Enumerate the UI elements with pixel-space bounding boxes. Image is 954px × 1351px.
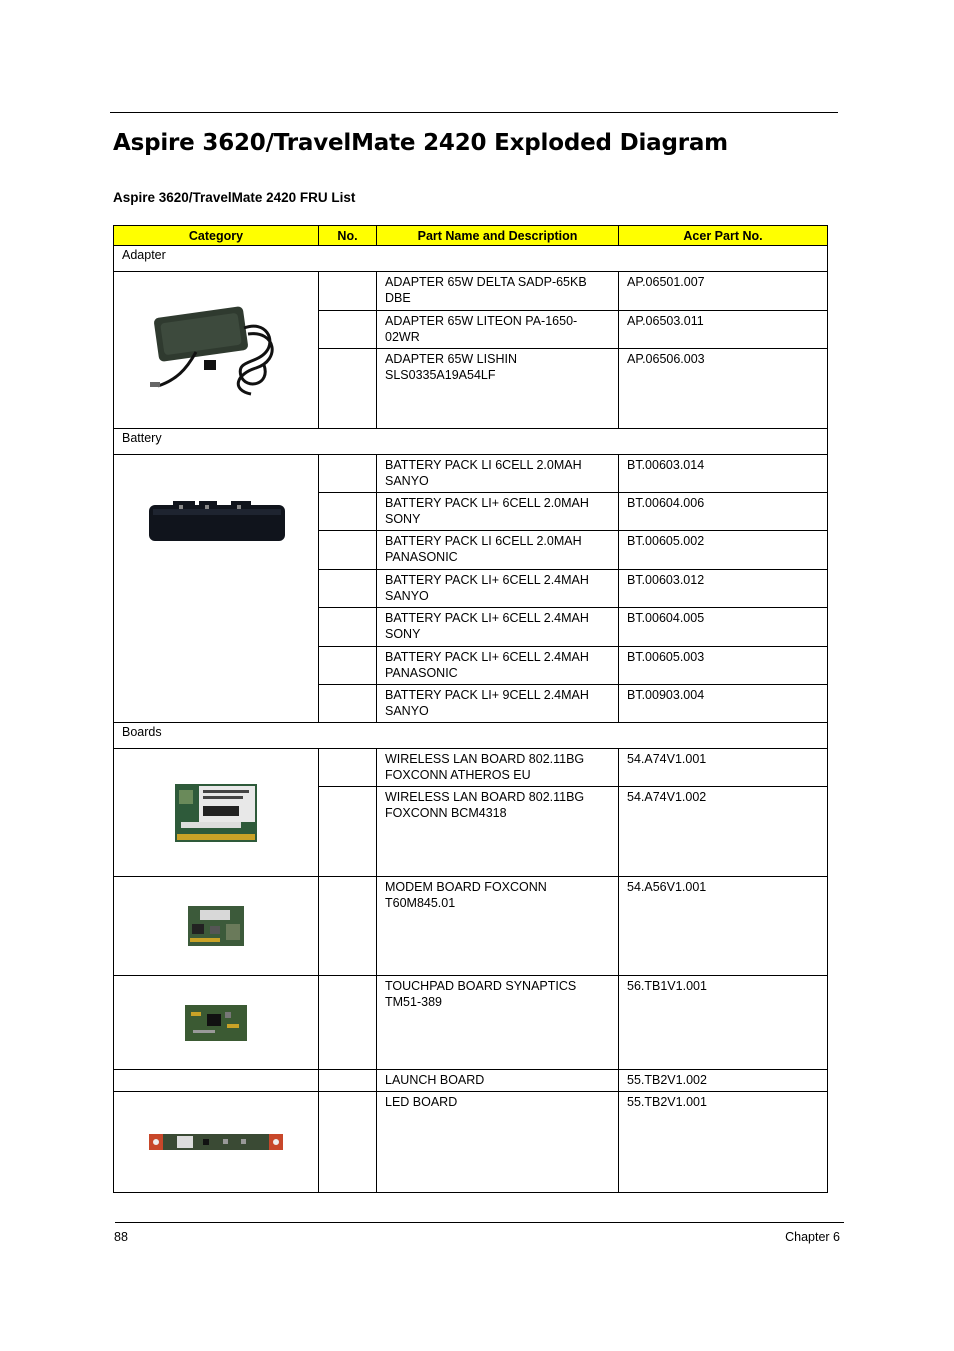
led-board-icon (149, 1130, 283, 1154)
part-description: ADAPTER 65W LISHIN SLS0335A19A54LF (377, 349, 619, 429)
wlan-board-icon (171, 778, 261, 848)
adapter-image-cell (114, 272, 319, 429)
part-number: BT.00605.003 (619, 647, 828, 685)
no-cell (319, 570, 377, 608)
category-row-battery (114, 429, 828, 455)
battery-icon (141, 483, 291, 563)
page-title: Aspire 3620/TravelMate 2420 Exploded Diagram (113, 130, 728, 156)
category-label-battery: Battery (114, 429, 828, 455)
category-row-adapter (114, 246, 828, 272)
power-adapter-icon (136, 290, 296, 410)
part-description: WIRELESS LAN BOARD 802.11BG FOXCONN BCM4318 (377, 787, 619, 877)
no-cell (319, 311, 377, 349)
part-description: BATTERY PACK LI+ 6CELL 2.0MAH SONY (377, 493, 619, 531)
no-cell (319, 976, 377, 1070)
part-description: BATTERY PACK LI+ 6CELL 2.4MAH SANYO (377, 570, 619, 608)
chapter-label: Chapter 6 (785, 1230, 840, 1244)
no-cell (319, 272, 377, 311)
part-number: 54.A74V1.001 (619, 749, 828, 787)
no-cell (319, 531, 377, 570)
category-row-boards (114, 723, 828, 749)
part-number: 55.TB2V1.001 (619, 1092, 828, 1193)
bottom-rule (115, 1222, 844, 1223)
wlan-board-image-cell (114, 749, 319, 877)
part-description: BATTERY PACK LI+ 6CELL 2.4MAH SONY (377, 608, 619, 647)
section-title: Aspire 3620/TravelMate 2420 FRU List (113, 190, 356, 205)
category-label-boards: Boards (114, 723, 828, 749)
no-cell (319, 608, 377, 647)
top-rule (110, 112, 838, 113)
part-number: AP.06503.011 (619, 311, 828, 349)
part-description: TOUCHPAD BOARD SYNAPTICS TM51-389 (377, 976, 619, 1070)
touchpad-board-image-cell (114, 976, 319, 1070)
fru-table (113, 225, 828, 1193)
table-header-row (114, 226, 828, 246)
modem-board-icon (186, 902, 246, 950)
col-header-part-name: Part Name and Description (377, 226, 619, 246)
part-number: AP.06506.003 (619, 349, 828, 429)
part-number: BT.00603.014 (619, 455, 828, 493)
part-description: BATTERY PACK LI+ 6CELL 2.4MAH PANASONIC (377, 647, 619, 685)
table-row (114, 749, 828, 787)
image-cell-empty (114, 1070, 319, 1092)
col-header-no: No. (319, 226, 377, 246)
part-number: BT.00605.002 (619, 531, 828, 570)
part-description: LAUNCH BOARD (377, 1070, 619, 1092)
table-row (114, 1070, 828, 1092)
col-header-category: Category (114, 226, 319, 246)
no-cell (319, 455, 377, 493)
part-number: 54.A56V1.001 (619, 877, 828, 976)
table-row (114, 976, 828, 1070)
battery-image-cell (114, 455, 319, 723)
col-header-acer-part-no: Acer Part No. (619, 226, 828, 246)
part-number: BT.00903.004 (619, 685, 828, 723)
part-number: 55.TB2V1.002 (619, 1070, 828, 1092)
no-cell (319, 787, 377, 877)
table-row (114, 455, 828, 493)
no-cell (319, 647, 377, 685)
no-cell (319, 685, 377, 723)
part-number: BT.00604.005 (619, 608, 828, 647)
table-row (114, 1092, 828, 1193)
part-description: LED BOARD (377, 1092, 619, 1193)
part-description: ADAPTER 65W DELTA SADP-65KB DBE (377, 272, 619, 311)
no-cell (319, 1092, 377, 1193)
modem-board-image-cell (114, 877, 319, 976)
page-number: 88 (114, 1230, 128, 1244)
part-description: BATTERY PACK LI 6CELL 2.0MAH PANASONIC (377, 531, 619, 570)
led-board-image-cell (114, 1092, 319, 1193)
no-cell (319, 877, 377, 976)
no-cell (319, 493, 377, 531)
no-cell (319, 349, 377, 429)
touchpad-board-icon (183, 1002, 249, 1044)
part-number: AP.06501.007 (619, 272, 828, 311)
part-number: 54.A74V1.002 (619, 787, 828, 877)
part-number: 56.TB1V1.001 (619, 976, 828, 1070)
category-label-adapter: Adapter (114, 246, 828, 272)
table-row (114, 877, 828, 976)
no-cell (319, 749, 377, 787)
part-description: BATTERY PACK LI 6CELL 2.0MAH SANYO (377, 455, 619, 493)
part-description: WIRELESS LAN BOARD 802.11BG FOXCONN ATHEROS EU (377, 749, 619, 787)
part-description: MODEM BOARD FOXCONN T60M845.01 (377, 877, 619, 976)
part-number: BT.00603.012 (619, 570, 828, 608)
part-description: BATTERY PACK LI+ 9CELL 2.4MAH SANYO (377, 685, 619, 723)
table-row (114, 272, 828, 311)
part-description: ADAPTER 65W LITEON PA-1650-02WR (377, 311, 619, 349)
part-number: BT.00604.006 (619, 493, 828, 531)
no-cell (319, 1070, 377, 1092)
